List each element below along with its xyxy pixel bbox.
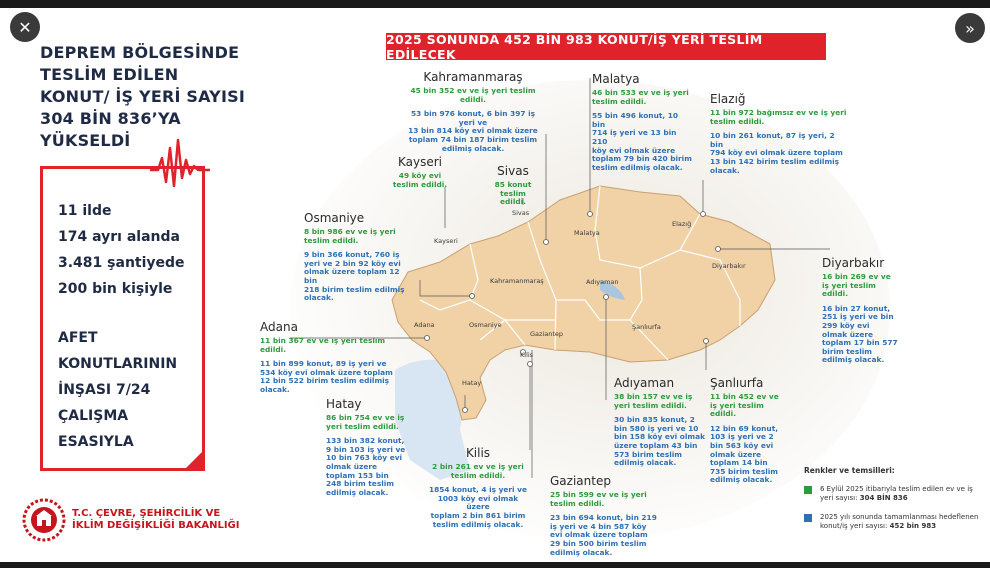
- legend-planned: 2025 yılı sonunda tamamlanması hedeflenen konut/iş yeri sayısı: 452 bin 983: [804, 513, 979, 531]
- planned-text: 10 bin 261 konut, 87 iş yeri, 2 bin 794 köy evi olmak üzere toplam 13 bin 142 birim teslim edilmiş olacak.: [710, 131, 843, 175]
- afet-line-1: AFET: [58, 330, 98, 346]
- province-title: Sivas: [497, 164, 529, 178]
- afet-line-3: İNŞASI 7/24: [58, 382, 151, 398]
- headline-line-2: TESLİM EDİLEN: [40, 65, 179, 84]
- planned-text: 1854 konut, 4 iş yeri ve 1003 köy evi olmak üzere toplam 2 bin 861 birim teslim edilmiş olacak.: [428, 485, 527, 529]
- province-title: Adıyaman: [614, 376, 675, 390]
- planned-text: 133 bin 382 konut, 9 bin 103 iş yeri ve 10 bin 763 köy evi olmak üzere toplam 153 bin 248 birim teslim edilmiş olacak.: [326, 436, 406, 497]
- blue-swatch: [804, 514, 812, 522]
- annotation-kayseri: [392, 155, 448, 189]
- afet-line-2: KONUTLARININ: [58, 356, 178, 372]
- next-button[interactable]: [955, 13, 985, 43]
- delivered-text: 16 bin 269 ev ve iş yeri teslim edildi.: [822, 272, 891, 299]
- headline-line-1: DEPREM BÖLGESİNDE: [40, 43, 240, 62]
- province-title: Gaziantep: [550, 474, 611, 488]
- delivered-text: 11 bin 972 bağımsız ev ve iş yeri teslim edildi.: [710, 108, 847, 126]
- planned-text: 55 bin 496 konut, 10 bin 714 iş yeri ve 13 bin 210 köy evi olmak üzere toplam 79 bin 420 birim teslim edilmiş olacak.: [592, 111, 692, 172]
- province-title: Kahramanmaraş: [423, 70, 523, 84]
- planned-text: 16 bin 27 konut, 251 iş yeri ve bin 299 köy evi olmak üzere toplam 17 bin 577 birim teslim edilmiş olacak.: [822, 303, 898, 365]
- ministry-name-line-2: İKLİM DEĞİŞİKLİĞİ BAKANLIĞI: [72, 520, 240, 531]
- province-title: Kilis: [465, 446, 491, 460]
- afet-line-5: ESASIYLA: [58, 434, 134, 450]
- delivered-text: 45 bin 352 ev ve iş yeri teslim edildi.: [410, 86, 536, 104]
- province-title: Diyarbakır: [822, 256, 885, 270]
- province-title: Malatya: [592, 72, 640, 86]
- ministry-name-line-1: T.C. ÇEVRE, ŞEHİRCİLİK VE: [72, 508, 221, 519]
- annotation-kilis: [426, 446, 530, 529]
- annotation-osmaniye: [304, 211, 414, 303]
- map-label-diyarbakir: Diyarbakır: [712, 262, 746, 270]
- map-label-kahramanmaras: Kahramanmaraş: [490, 277, 544, 285]
- map-label-elazig: Elazığ: [672, 220, 692, 228]
- map-label-osmaniye: Osmaniye: [469, 321, 502, 329]
- map-label-adiyaman: Adıyaman: [586, 278, 619, 286]
- afet-line-4: ÇALIŞMA: [58, 408, 129, 424]
- close-icon: ✕: [18, 17, 32, 37]
- stat-provinces: 11 ilde: [58, 203, 112, 219]
- province-title: Adana: [260, 320, 298, 334]
- map-label-gaziantep: Gaziantep: [530, 330, 564, 338]
- annotation-adana: [260, 320, 400, 395]
- annotation-malatya: [592, 72, 692, 172]
- province-title: Kayseri: [397, 155, 442, 169]
- map-label-sanliurfa: Şanlıurfa: [632, 323, 661, 331]
- headline-line-5: YÜKSELDİ: [40, 131, 131, 150]
- map-label-adana: Adana: [414, 321, 435, 329]
- delivered-text: 38 bin 157 ev ve iş yeri teslim edildi.: [614, 392, 693, 410]
- delivered-text: 25 bin 599 ev ve iş yeri teslim edildi.: [550, 490, 647, 508]
- map-label-sivas: Sivas: [512, 209, 530, 217]
- planned-text: 9 bin 366 konut, 760 iş yeri ve 2 bin 92 köy evi olmak üzere toplam 12 bin 218 birim teslim edilmiş olacak.: [304, 250, 405, 303]
- headline-line-4: 304 BİN 836’YA: [40, 109, 181, 128]
- planned-text: 23 bin 694 konut, bin 219 iş yeri ve 4 bin 587 köy evi olmak üzere toplam 29 bin 500 birim teslim edilmiş olacak.: [550, 513, 657, 557]
- stat-sites: 3.481 şantiyede: [58, 255, 185, 271]
- legend-title: Renkler ve temsilleri:: [804, 466, 895, 475]
- stat-workers: 200 bin kişiyle: [58, 281, 173, 297]
- delivered-text: 86 bin 754 ev ve iş yeri teslim edildi.: [326, 413, 405, 431]
- planned-text: 53 bin 976 konut, 6 bin 397 iş yeri ve 13 bin 814 köy evi olmak üzere toplam 74 bin 187 birim teslim edilmiş olacak.: [408, 109, 538, 153]
- annotation-gaziantep: [550, 474, 660, 557]
- annotation-adiyaman: [614, 376, 706, 468]
- province-title: Osmaniye: [304, 211, 365, 225]
- delivered-text: 11 bin 367 ev ve iş yeri teslim edildi.: [260, 336, 386, 354]
- map-label-malatya: Malatya: [574, 229, 600, 237]
- bottom-bar: [0, 562, 990, 568]
- close-button[interactable]: [10, 12, 40, 42]
- province-title: Hatay: [326, 397, 362, 411]
- delivered-text: 46 bin 533 ev ve iş yeri teslim edildi.: [592, 88, 689, 106]
- legend-delivered: 6 Eylül 2025 itibarıyla teslim edilen ev ve iş yeri sayısı: 304 BİN 836: [804, 485, 979, 503]
- legend: [804, 466, 979, 541]
- headline-line-3: KONUT/ İŞ YERİ SAYISI: [40, 87, 245, 106]
- map-label-hatay: Hatay: [462, 379, 482, 387]
- delivered-text: 2 bin 261 ev ve iş yeri teslim edildi.: [432, 462, 524, 480]
- annotation-sanliurfa: [710, 376, 790, 485]
- annotation-elazig: [710, 92, 850, 175]
- planned-text: 11 bin 899 konut, 89 iş yeri ve 534 köy evi olmak üzere toplam 12 bin 522 birim teslim edilmiş olacak.: [260, 359, 393, 394]
- delivered-text: 85 konut teslim edildi.: [494, 180, 532, 207]
- map-label-kayseri: Kayseri: [434, 237, 458, 245]
- annotation-kahramanmaras: [402, 70, 544, 153]
- planned-text: 12 bin 69 konut, 103 iş yeri ve 2 bin 563 köy evi olmak üzere toplam 14 bin 735 birim teslim edilmiş olacak.: [710, 423, 779, 485]
- green-swatch: [804, 486, 812, 494]
- annotation-diyarbakir: [822, 256, 912, 365]
- delivered-text: 11 bin 452 ev ve iş yeri teslim edildi.: [710, 392, 779, 419]
- delivered-text: 49 köy evi teslim edildi.: [392, 171, 448, 189]
- delivered-text: 8 bin 986 ev ve iş yeri teslim edildi.: [304, 227, 396, 245]
- province-title: Şanlıurfa: [710, 376, 764, 390]
- banner-title: 2025 SONUNDA 452 BİN 983 KONUT/İŞ YERİ TESLİM EDİLECEK: [386, 33, 826, 60]
- annotation-hatay: [326, 397, 418, 497]
- double-chevron-right-icon: »: [965, 18, 975, 38]
- annotation-sivas: [488, 164, 538, 207]
- planned-text: 30 bin 835 konut, 2 bin 580 iş yeri ve 10 bin 158 köy evi olmak üzere toplam 43 bin 573 birim teslim edilmiş olacak.: [614, 415, 705, 468]
- map-label-kilis: Kilis: [520, 351, 534, 359]
- province-title: Elazığ: [710, 92, 746, 106]
- stat-areas: 174 ayrı alanda: [58, 229, 180, 245]
